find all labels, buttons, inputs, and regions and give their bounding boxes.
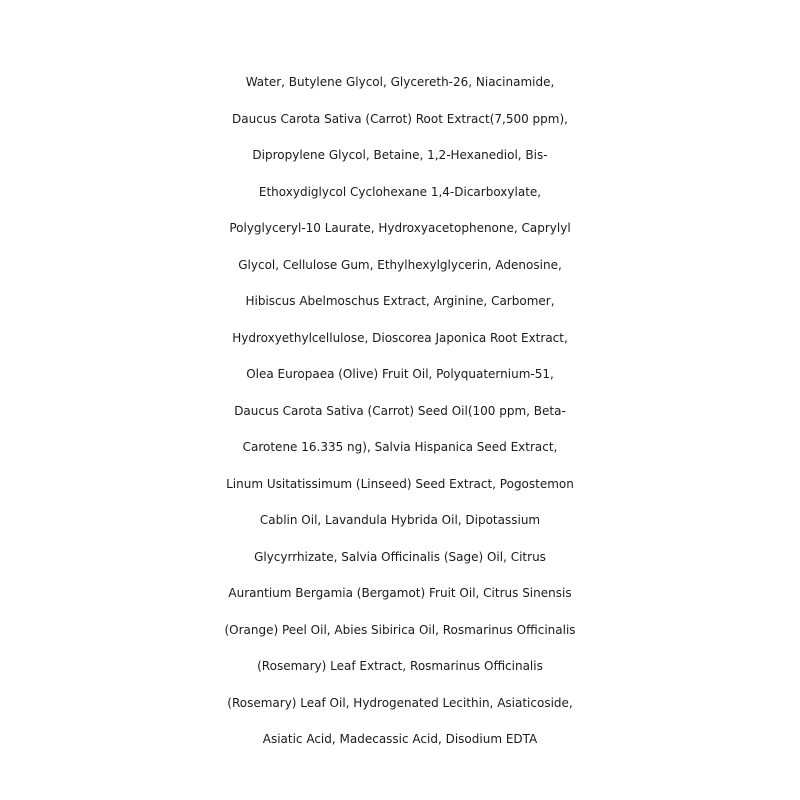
ingredient-line: Olea Europaea (Olive) Fruit Oil, Polyquaternium-51, [246,367,554,381]
ingredient-line: Carotene 16.335 ng), Salvia Hispanica Seed Extract, [242,440,558,454]
ingredient-line: Daucus Carota Sativa (Carrot) Seed Oil(100 ppm, Beta- [234,403,566,418]
ingredient-line: Aurantium Bergamia (Bergamot) Fruit Oil, Citrus Sinensis [228,586,572,600]
ingredient-line: Asiatic Acid, Madecassic Acid, Disodium EDTA [262,732,538,746]
ingredient-line: Glycol, Cellulose Gum, Ethylhexylglycerin, Adenosine, [238,257,562,272]
ingredient-line: Ethoxydiglycol Cyclohexane 1,4-Dicarboxylate, [258,184,542,199]
ingredient-line: (Rosemary) Leaf Extract, Rosmarinus Officinalis [257,659,543,673]
ingredient-line: Daucus Carota Sativa (Carrot) Root Extract(7,500 ppm), [232,111,568,126]
ingredient-line: Glycyrrhizate, Salvia Officinalis (Sage) Oil, Citrus [254,549,546,564]
ingredients-list [0,64,800,758]
ingredient-line: Water, Butylene Glycol, Glycereth-26, Niacinamide, [245,75,555,89]
ingredient-line: Hydroxyethylcellulose, Dioscorea Japonica Root Extract, [232,330,568,345]
ingredient-line: (Rosemary) Leaf Oil, Hydrogenated Lecithin, Asiaticoside, [227,695,573,710]
ingredient-line: (Orange) Peel Oil, Abies Sibirica Oil, Rosmarinus Officinalis [224,622,576,637]
ingredient-line: Hibiscus Abelmoschus Extract, Arginine, Carbomer, [245,294,555,308]
ingredient-line: Linum Usitatissimum (Linseed) Seed Extract, Pogostemon [226,476,574,491]
ingredient-line: Polyglyceryl-10 Laurate, Hydroxyacetophenone, Caprylyl [229,221,571,235]
ingredient-line: Dipropylene Glycol, Betaine, 1,2-Hexanediol, Bis- [252,148,548,162]
ingredient-line: Cablin Oil, Lavandula Hybrida Oil, Dipotassium [259,513,541,527]
